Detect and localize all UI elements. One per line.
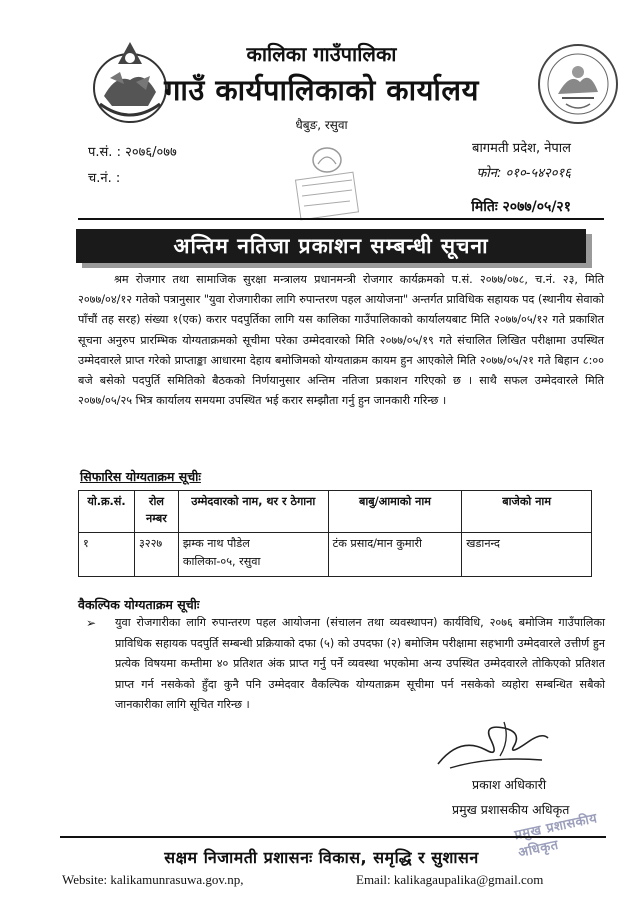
footer-email: Email: kalikagaupalika@gmail.com bbox=[356, 872, 544, 887]
bullet-arrow-icon: ➢ bbox=[86, 616, 97, 630]
notice-body: श्रम रोजगार तथा सामाजिक सुरक्षा मन्त्रालय प्रधानमन्त्री रोजगार कार्यक्रमको प.सं. २०७७/०७८, च.नं. २३, मिति २०७७/०४/१२ गतेको पत्रानुसार "युवा रोजगारीका लागि रुपान्तरण पहल आयोजना" अन्तर्गत प्राविधिक सहायक पद (स्थानीय सेवाको पाँचौं तह सरह) संख्या १(एक) करार पदपुर्तिका लागि यस कालिका गाउँपालिकाको कार्यालयबाट मिति २०७७/०५/१२ गते प्रकाशित सूचना अनुरुप प्रारम्भिक योग्यताक्रमको सूचीमा परेका उम्मेदवारको मिति २०७७/०५/१९ गते संचालित लिखित परीक्षामा उपस्थित उम्मेदवारले प्राप्त गरेको प्राप्ताङ्का आधारमा देहाय बमोजिमको योग्यताक्रम कायम हुन आएकोले मिति २०७७/०५/२१ गते बिहान ८:०० बजे बसेको पदपुर्ति समितिको बैठकको निर्णयानुसार अन्तिम नतिजा प्रकाशन गरिएको छ । साथै सफल उम्मेदवारले मिति २०७७/०५/२५ भित्र कार्यालय समयमा उपस्थित भई करार सम्झौता गर्नु हुन जानकारी गरिन्छ । bbox=[78, 273, 604, 408]
signatory-name: प्रकाश अधिकारी bbox=[472, 777, 547, 792]
col-serial: यो.क्र.सं. bbox=[79, 491, 135, 533]
cell-serial: १ bbox=[79, 533, 135, 577]
candidate-name: झम्क नाथ पौडेल bbox=[182, 537, 250, 550]
footer-divider bbox=[60, 836, 606, 838]
phone-number: फोन: ०१०-५४२०१६ bbox=[476, 166, 571, 181]
footer-website: Website: kalikamunrasuwa.gov.np, bbox=[62, 872, 244, 887]
signatory-title: प्रमुख प्रशासकीय अधिकृत bbox=[452, 802, 570, 817]
officer-stamp: प्रमुख प्रशासकीय अधिकृत bbox=[513, 811, 599, 861]
recommendation-table bbox=[78, 490, 592, 577]
cell-candidate bbox=[178, 533, 328, 577]
col-roll: रोल नम्बर bbox=[134, 491, 178, 533]
col-parent: बाबु/आमाको नाम bbox=[328, 491, 462, 533]
dispatch-number: च.नं. : bbox=[88, 171, 121, 186]
office-location: धैबुङ, रसुवा bbox=[295, 118, 348, 132]
recommendation-list-heading: सिफारिस योग्यताक्रम सूचीः bbox=[80, 469, 201, 484]
header-divider bbox=[78, 218, 604, 220]
notice-title-banner bbox=[76, 229, 586, 263]
table-header-row bbox=[79, 491, 592, 533]
cell-roll: ३२२७ bbox=[134, 533, 178, 577]
col-candidate: उम्मेदवारको नाम, थर र ठेगाना bbox=[178, 491, 328, 533]
col-grandfather: बाजेको नाम bbox=[462, 491, 592, 533]
office-name: गाउँ कार्यपालिकाको कार्यालय bbox=[164, 73, 479, 107]
office-stamp-icon bbox=[292, 140, 362, 222]
alternate-list-text: युवा रोजगारीका लागि रुपान्तरण पहल आयोजना (संचालन तथा व्यवस्थापन) कार्यविधि, २०७६ बमोजिम गाउँपालिका प्राविधिक सहायक पदपुर्ति सम्बन्धी प्रक्रियाको दफा (५) को उपदफा (२) बमोजिम परीक्षामा सहभागी उम्मेदवारले उत्तीर्ण हुन प्रत्येक विषयमा कम्तीमा ४० प्रतिशत अंक प्राप्त गर्नु पर्ने व्यवस्था भएकोमा अन्य उपस्थित उम्मेदवारले तोकिएको प्रतिशत प्राप्त गर्न नसकेको हुँदा कुनै पनि उम्मेदवार वैकल्पिक योग्यताक्रम सूचीमा पर्न नसकेको व्यहोरा सम्बन्धित सबैको जानकारीका लागि सूचित गरिन्छ । bbox=[115, 616, 605, 711]
cell-parent: टंक प्रसाद/मान कुमारी bbox=[328, 533, 462, 577]
notice-title: अन्तिम नतिजा प्रकाशन सम्बन्धी सूचना bbox=[173, 234, 489, 258]
province-name: बागमती प्रदेश, नेपाल bbox=[472, 141, 571, 156]
reference-number: प.सं. : २०७६/०७७ bbox=[88, 145, 177, 160]
notice-date: मितिः २०७७/०५/२१ bbox=[471, 199, 571, 215]
municipality-name: कालिका गाउँपालिका bbox=[246, 42, 397, 66]
signature-icon bbox=[430, 716, 560, 776]
cell-grandfather: खडानन्द bbox=[462, 533, 592, 577]
alternate-list-heading: वैकल्पिक योग्यताक्रम सूचीः bbox=[78, 597, 200, 612]
footer-slogan: सक्षम निजामती प्रशासनः विकास, समृद्धि र सुशासन bbox=[164, 848, 479, 867]
candidate-address: कालिका-०५, रसुवा bbox=[182, 555, 261, 568]
table-row bbox=[79, 533, 592, 577]
